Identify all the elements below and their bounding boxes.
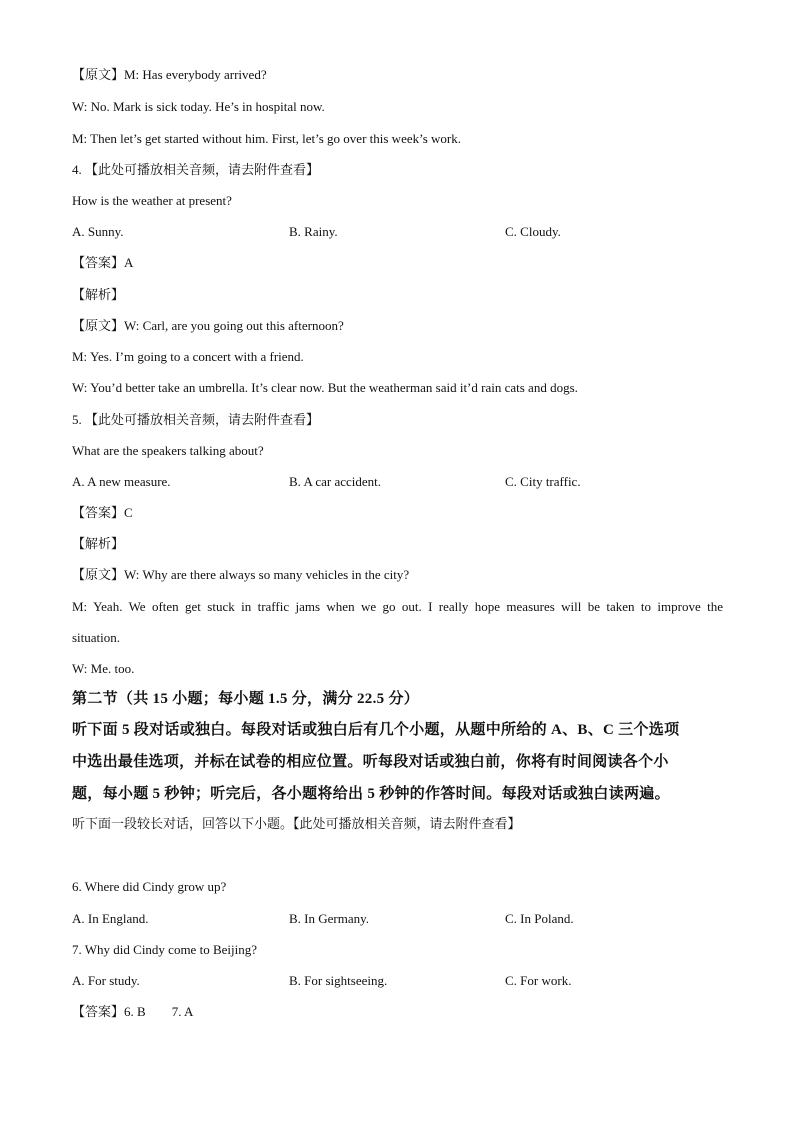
q7-option-b: B. For sightseeing. [289,973,388,988]
section-2-audio-prompt[interactable]: 听下面一段较长对话，回答以下小题。【此处可播放相关音频，请去附件查看】 [72,817,521,832]
answer-label: 【答案】 [72,1004,125,1019]
q5-option-a: A. A new measure. [72,474,171,489]
q5-transcript-line-2-cont: situation. [72,630,121,645]
q4-transcript-line-2: M: Yes. I’m going to a concert with a friend. [72,349,304,364]
q6-option-a: A. In England. [72,911,149,926]
q5-analysis-label: 【解析】 [72,536,125,551]
q4-option-a: A. Sunny. [72,224,124,239]
q7-option-a: A. For study. [72,973,140,988]
section-2-instruction-1: 听下面 5 段对话或独白。每段对话或独白后有几个小题，从题中所给的 A、B、C 三个选项 [72,722,680,738]
q7-question: 7. Why did Cindy come to Beijing? [72,942,257,957]
q6-option-b: B. In Germany. [289,911,370,926]
q4-transcript-line-3: W: You’d better take an umbrella. It’s clear now. But the weatherman said it’d rain cats and dogs. [72,380,578,395]
q5-option-c: C. City traffic. [505,474,581,489]
q4-answer: 【答案】A [72,255,134,270]
q3-transcript-line-3: M: Then let’s get started without him. First, let’s go over this week’s work. [72,131,461,146]
q4-transcript-line-1: 【原文】W: Carl, are you going out this afternoon? [72,318,344,333]
q6-option-c: C. In Poland. [505,911,574,926]
q5-answer: 【答案】C [72,505,133,520]
section-2-title: 第二节（共 15 小题；每小题 1.5 分，满分 22.5 分） [72,691,420,707]
q5-transcript-line-1: 【原文】W: Why are there always so many vehicles in the city? [72,567,410,582]
q4-option-c: C. Cloudy. [505,224,561,239]
q3-transcript-line-2: W: No. Mark is sick today. He’s in hospital now. [72,99,325,114]
q4-audio-header[interactable]: 4. 【此处可播放相关音频，请去附件查看】 [72,162,320,177]
section-2-instruction-2: 中选出最佳选项，并标在试卷的相应位置。听每段对话或独白前，你将有时间阅读各个小 [72,754,669,770]
q5-transcript-line-3: W: Me. too. [72,661,135,676]
q6-question: 6. Where did Cindy grow up? [72,879,227,894]
answer-6: 6. B [124,1004,146,1019]
q5-option-b: B. A car accident. [289,474,382,489]
q5-question: What are the speakers talking about? [72,443,264,458]
q4-analysis-label: 【解析】 [72,287,125,302]
q3-transcript-line-1: 【原文】M: Has everybody arrived? [72,67,267,82]
answer-7: 7. A [171,1004,194,1019]
q5-transcript-line-2: M: Yeah. We often get stuck in traffic jams when we go out. I really hope measures will be taken to improve the [72,599,723,614]
q5-audio-header[interactable]: 5. 【此处可播放相关音频，请去附件查看】 [72,412,320,427]
section-2-instruction-3: 题，每小题 5 秒钟；听完后，各小题将给出 5 秒钟的作答时间。每段对话或独白读两遍。 [72,786,670,802]
answers-6-7 [72,1003,193,1021]
q7-option-c: C. For work. [505,973,572,988]
q4-option-b: B. Rainy. [289,224,338,239]
q4-question: How is the weather at present? [72,193,232,208]
